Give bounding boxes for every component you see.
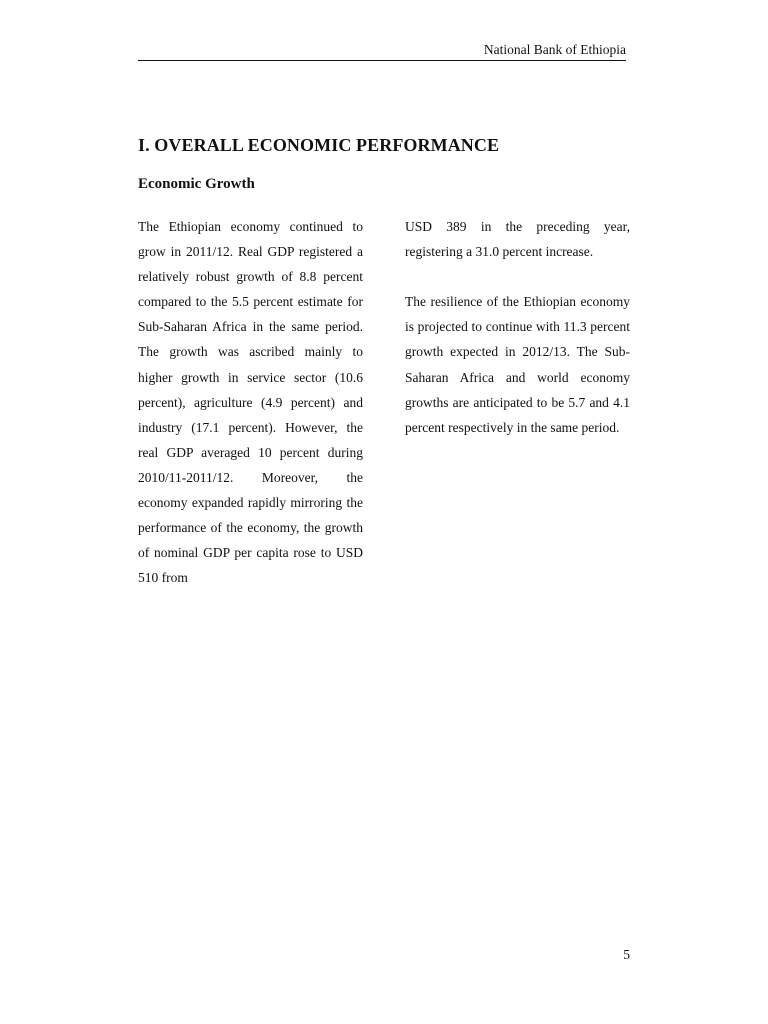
subsection-title: Economic Growth (138, 176, 255, 192)
left-column (138, 214, 363, 616)
running-header: National Bank of Ethiopia (138, 42, 626, 61)
body-paragraph: The Ethiopian economy continued to grow in 2011/12. Real GDP registered a relatively robust growth of 8.8 percent compared to the 5.5 percent estimate for Sub-Saharan Africa in the same period. The growth was ascribed mainly to higher growth in service sector (10.6 percent), agriculture (4.9 percent) and industry (17.1 percent). However, the real GDP averaged 10 percent during 2010/11-2011/12. Moreover, the economy expanded rapidly mirroring the performance of the economy, the growth of nominal GDP per capita rose to USD 510 from (138, 219, 363, 586)
body-paragraph: USD 389 in the preceding year, registering a 31.0 percent increase. (405, 219, 630, 260)
right-column (405, 214, 630, 465)
section-title: I. OVERALL ECONOMIC PERFORMANCE (138, 135, 500, 155)
body-paragraph: The resilience of the Ethiopian economy is projected to continue with 11.3 percent growth expected in 2012/13. The Sub-Saharan Africa and world economy growths are anticipated to be 5.7 and 4.1 percent respectively in the same period. (405, 294, 630, 435)
page-number: 5 (623, 947, 630, 962)
